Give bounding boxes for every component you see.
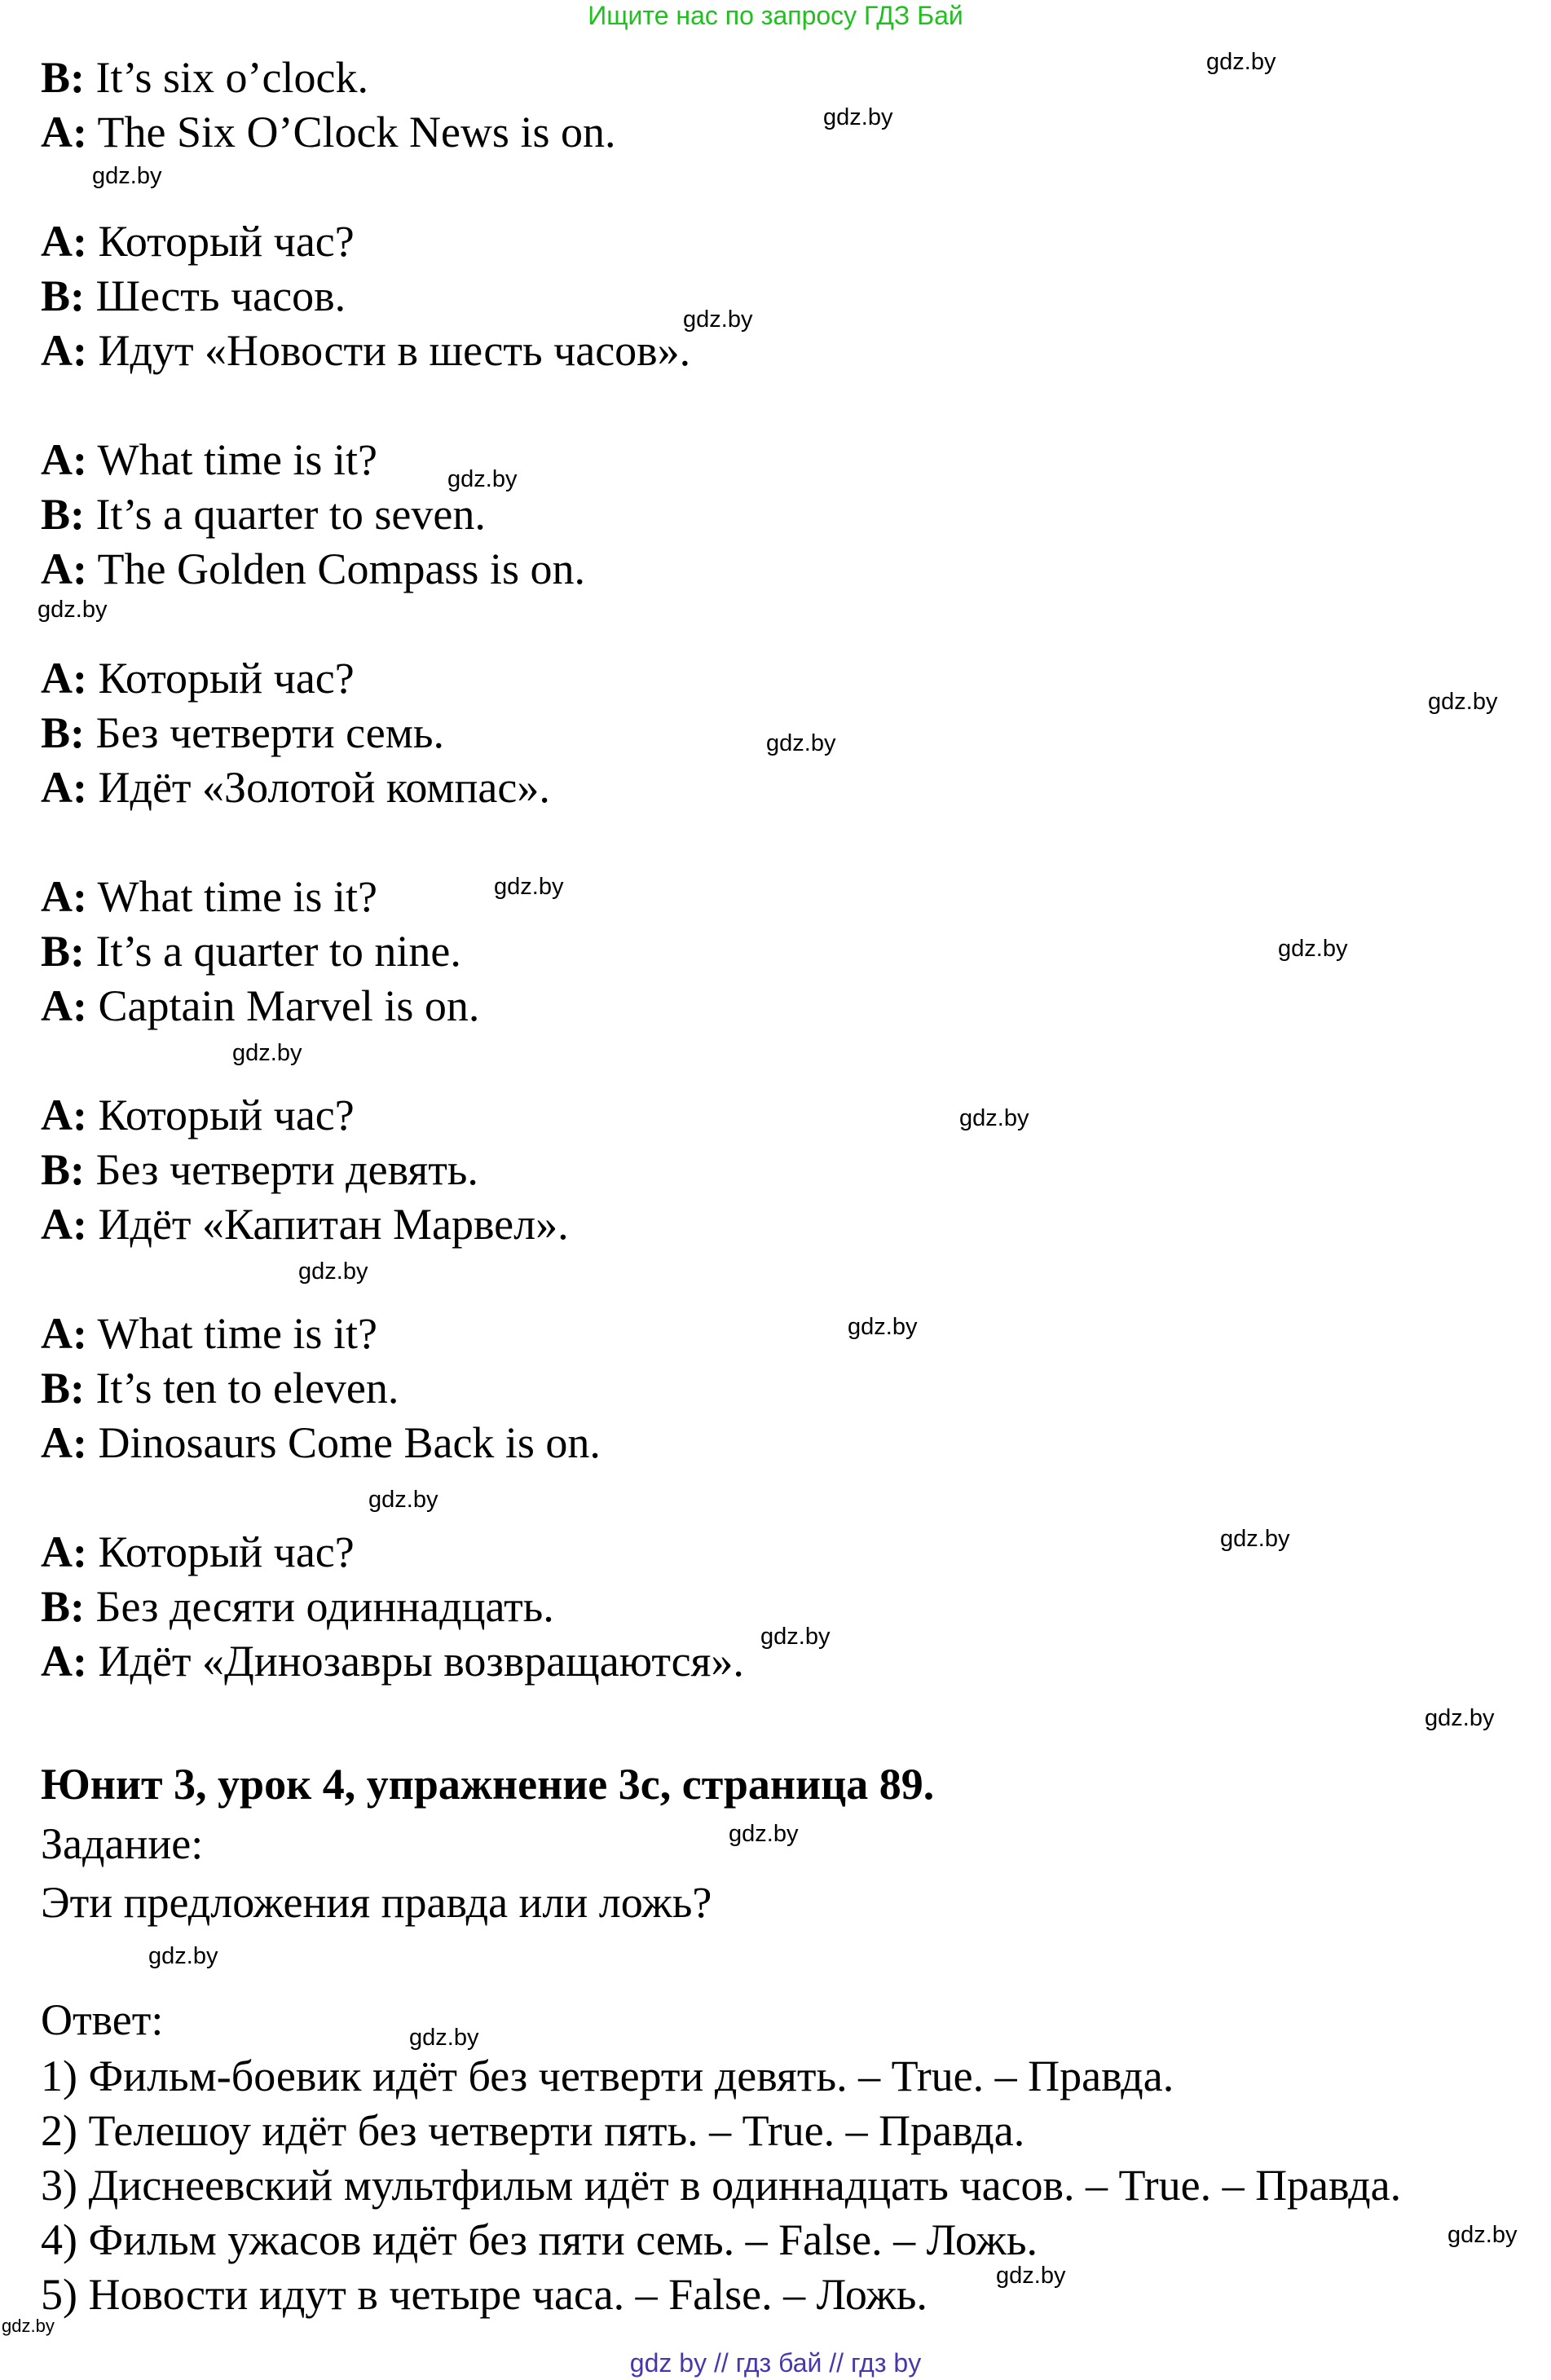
line-text: Идёт «Динозавры возвращаются». [86,1637,744,1686]
speaker-label: B: [41,708,85,757]
watermark: gdz.by [494,874,564,900]
watermark: gdz.by [1206,49,1276,75]
watermark: gdz.by [298,1258,368,1285]
watermark: gdz.by [37,597,108,623]
spacer [41,1470,1524,1525]
answer-item: 4) Фильм ужасов идёт без пяти семь. – False. – Ложь. [41,2215,1038,2264]
speaker-label: A: [41,1200,87,1249]
speaker-label: B: [41,490,85,539]
line-text: It’s ten to eleven. [85,1364,399,1413]
dialogue-line [41,1143,1524,1197]
dialogue-line [41,760,1524,815]
top-banner: Ищите нас по запросу ГДЗ Бай [588,1,963,30]
answer-item: 5) Новости идут в четыре часа. – False. – Ложь. [41,2270,928,2319]
dialogue-line [41,269,1524,324]
dialogue-line [41,1197,1524,1252]
watermark: gdz.by [368,1487,438,1513]
dialogue-line [41,433,1524,487]
line-text: Dinosaurs Come Back is on. [86,1418,601,1467]
watermark: gdz.by [1220,1526,1290,1552]
spacer [41,1932,1524,1990]
line-text: Который час? [86,1091,355,1139]
speaker-label: A: [41,872,87,921]
line-text: Без десяти одиннадцать. [85,1582,554,1631]
line-text: Который час? [86,1527,355,1576]
watermark: gdz.by [232,1040,302,1066]
watermark: gdz.by [2,2316,55,2336]
speaker-label: A: [41,654,87,703]
line-text: What time is it? [86,435,377,484]
dialogue-line [41,1088,1524,1143]
line-text: Идёт «Капитан Марвел». [86,1200,569,1249]
speaker-label: A: [41,1527,87,1576]
line-text: Без четверти семь. [85,708,445,757]
watermark: gdz.by [1428,689,1498,715]
footer-links: gdz by // гдз бай // гдз by [629,2348,922,2378]
watermark: gdz.by [996,2263,1066,2289]
answer-label: Ответ: [41,1995,164,2044]
speaker-label: B: [41,1364,85,1413]
watermark: gdz.by [447,466,518,492]
watermark: gdz.by [823,104,893,130]
speaker-label: B: [41,271,85,320]
dialogue-line [41,324,1524,378]
spacer [41,597,1524,651]
speaker-label: A: [41,1637,87,1686]
dialogue-line [41,214,1524,269]
answer-item: 1) Фильм-боевик идёт без четверти девять. – True. – Правда. [41,2052,1174,2100]
speaker-label: B: [41,1582,85,1631]
speaker-label: A: [41,326,87,375]
line-text: Идут «Новости в шесть часов». [86,326,691,375]
dialogue-line [41,487,1524,542]
speaker-label: A: [41,217,87,266]
speaker-label: B: [41,1145,85,1194]
dialogue-line [41,51,1524,105]
watermark: gdz.by [683,306,753,333]
watermark: gdz.by [1425,1705,1495,1731]
watermark: gdz.by [148,1943,218,1969]
exercise-heading: Юнит 3, урок 4, упражнение 3c, страница 89. [41,1760,935,1809]
watermark: gdz.by [766,730,836,756]
answer-item: 2) Телешоу идёт без четверти пять. – True. – Правда. [41,2106,1025,2155]
dialogue-line [41,1416,1524,1470]
spacer [41,1252,1524,1307]
line-text: Который час? [86,217,355,266]
speaker-label: A: [41,435,87,484]
spacer [41,160,1524,214]
line-text: Шесть часов. [85,271,346,320]
speaker-label: A: [41,108,87,156]
speaker-label: B: [41,53,85,102]
dialogue-line [41,105,1524,160]
answer-item: 3) Диснеевский мультфильм идёт в одиннадцать часов. – True. – Правда. [41,2161,1402,2210]
task-label: Задание: [41,1819,204,1868]
line-text: It’s six o’clock. [85,53,368,102]
watermark: gdz.by [1447,2222,1518,2248]
speaker-label: A: [41,1418,87,1467]
line-text: It’s a quarter to seven. [85,490,486,539]
spacer [41,1689,1524,1754]
speaker-label: A: [41,1309,87,1358]
line-text: What time is it? [86,872,377,921]
speaker-label: A: [41,544,87,593]
line-text: Без четверти девять. [85,1145,478,1194]
watermark: gdz.by [959,1105,1029,1131]
dialogue-line [41,1525,1524,1580]
dialogue-line [41,542,1524,597]
line-text: The Six O’Clock News is on. [86,108,616,156]
speaker-label: B: [41,927,85,976]
speaker-label: A: [41,1091,87,1139]
task-text: Эти предложения правда или ложь? [41,1878,712,1927]
watermark: gdz.by [1278,936,1348,962]
dialogue-line [41,651,1524,706]
line-text: Идёт «Золотой компас». [86,763,550,812]
spacer [41,378,1524,433]
dialogue-line [41,870,1524,924]
spacer [41,815,1524,870]
content [41,51,1524,2322]
line-text: The Golden Compass is on. [86,544,585,593]
watermark: gdz.by [409,2025,479,2051]
dialogue-line [41,1307,1524,1361]
dialogue-line [41,1361,1524,1416]
line-text: What time is it? [86,1309,377,1358]
line-text: It’s a quarter to nine. [85,927,461,976]
watermark: gdz.by [729,1821,799,1847]
speaker-label: A: [41,763,87,812]
watermark: gdz.by [92,163,162,189]
dialogue-line [41,979,1524,1034]
line-text: Captain Marvel is on. [86,981,480,1030]
watermark: gdz.by [760,1624,831,1650]
watermark: gdz.by [848,1314,918,1340]
line-text: Который час? [86,654,355,703]
speaker-label: A: [41,981,87,1030]
